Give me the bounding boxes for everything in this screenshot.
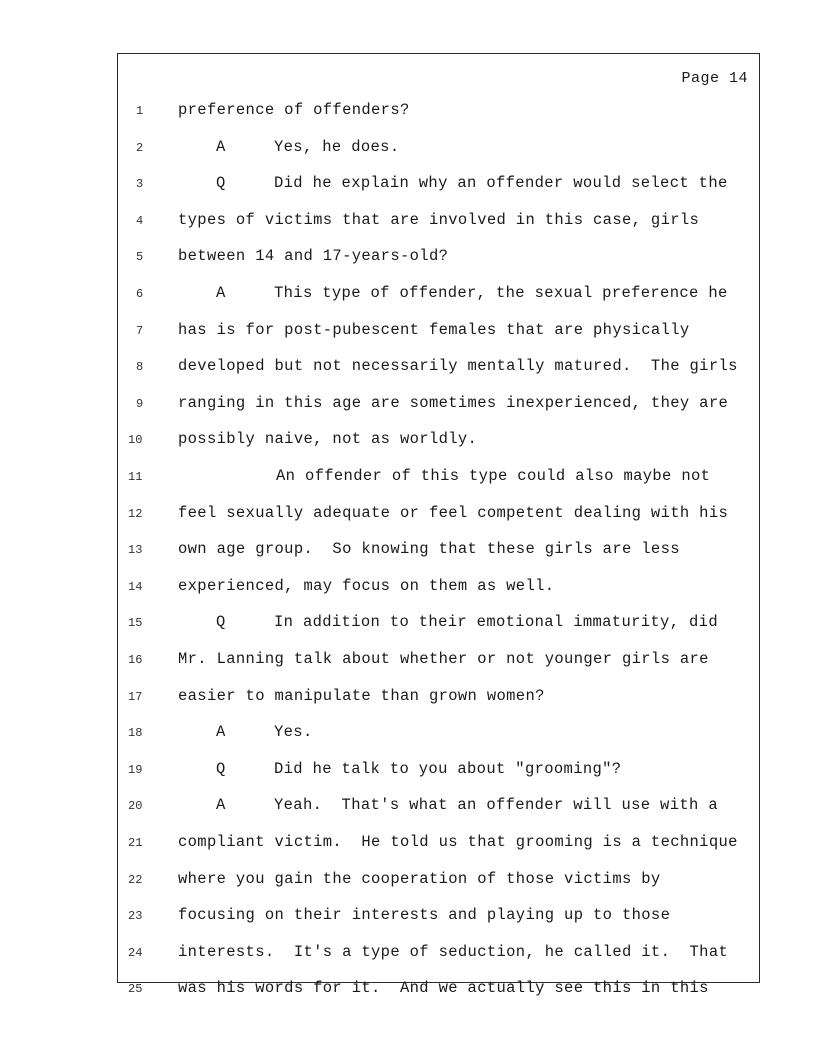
line-text: feel sexually adequate or feel competent dealing with his (178, 503, 729, 522)
transcript-line (178, 540, 680, 558)
transcript-line (178, 430, 477, 448)
speaker-label: A (216, 137, 226, 156)
line-number: 20 (128, 799, 143, 814)
speaker-label: Q (216, 613, 226, 632)
transcript-line (178, 357, 738, 375)
transcript-line (216, 174, 728, 192)
line-text: was his words for it. And we actually see this in this (178, 979, 709, 998)
line-number: 11 (128, 470, 143, 484)
line-number: 25 (128, 982, 143, 997)
transcript-line (216, 138, 399, 156)
transcript-line (178, 577, 554, 595)
line-number: 19 (128, 762, 143, 777)
speaker-label: Q (216, 174, 226, 193)
transcript-line (178, 906, 670, 924)
transcript-line (276, 467, 710, 485)
line-number: 16 (128, 653, 143, 667)
line-text: ranging in this age are sometimes inexperienced, they are (178, 393, 729, 412)
line-text: Yes, he does. (274, 137, 400, 156)
line-number: 4 (136, 213, 144, 228)
line-text: possibly naive, not as worldly. (178, 430, 478, 449)
line-number: 17 (128, 689, 143, 704)
line-number: 8 (136, 360, 144, 375)
transcript-line (216, 723, 313, 741)
line-text: compliant victim. He told us that grooming is a technique (178, 833, 738, 851)
transcript-line (178, 504, 728, 522)
page-number: Page 14 (681, 70, 748, 87)
transcript-line (178, 101, 410, 119)
line-text: focusing on their interests and playing up to those (178, 906, 671, 925)
line-text: own age group. So knowing that these girls are less (178, 540, 680, 559)
line-text: types of victims that are involved in this case, girls (178, 210, 700, 229)
speaker-label: A (216, 723, 226, 742)
transcript-line (178, 394, 728, 412)
transcript-line (178, 247, 448, 265)
transcript-line (178, 687, 545, 705)
transcript-line (178, 833, 738, 851)
transcript-line (216, 760, 621, 778)
line-number: 24 (128, 945, 143, 960)
line-number: 12 (128, 506, 143, 521)
transcript-line (178, 321, 690, 339)
line-text: Mr. Lanning talk about whether or not younger girls are (178, 650, 709, 668)
line-text: Yes. (274, 723, 313, 742)
line-text: has is for post-pubescent females that are physically (178, 320, 690, 339)
speaker-label: A (216, 284, 226, 302)
line-number: 7 (136, 323, 144, 338)
line-number: 3 (136, 177, 144, 192)
line-text: An offender of this type could also maybe not (276, 467, 711, 485)
line-number: 1 (136, 104, 144, 118)
transcript-line (216, 796, 718, 814)
line-text: easier to manipulate than grown women? (178, 686, 545, 705)
line-number: 10 (128, 433, 143, 448)
line-text: developed but not necessarily mentally matured. The girls (178, 357, 738, 376)
speaker-label: A (216, 796, 226, 815)
line-text: experienced, may focus on them as well. (178, 576, 555, 595)
speaker-label: Q (216, 759, 226, 778)
transcript-line (178, 943, 728, 961)
line-number: 6 (136, 287, 144, 301)
line-text: Yeah. That's what an offender will use with a (274, 796, 718, 815)
line-text: between 14 and 17-years-old? (178, 247, 449, 266)
line-text: preference of offenders? (178, 101, 410, 119)
line-text: Did he explain why an offender would select the (274, 174, 728, 193)
line-number: 14 (128, 579, 143, 594)
transcript-line (178, 211, 699, 229)
line-number: 18 (128, 726, 143, 741)
transcript-line (216, 613, 718, 631)
line-number: 21 (128, 836, 143, 850)
line-text: In addition to their emotional immaturity, did (274, 613, 718, 632)
line-number: 23 (128, 909, 143, 924)
line-number: 22 (128, 872, 143, 887)
transcript-line (216, 284, 728, 302)
transcript-line (178, 650, 709, 668)
line-text: This type of offender, the sexual preference he (274, 284, 728, 302)
line-number: 15 (128, 616, 143, 631)
line-number: 5 (136, 250, 144, 265)
line-text: interests. It's a type of seduction, he called it. That (178, 942, 729, 961)
line-number: 2 (136, 140, 144, 155)
line-text: where you gain the cooperation of those victims by (178, 869, 661, 888)
transcript-line (178, 870, 661, 888)
transcript-line (178, 979, 709, 997)
line-number: 13 (128, 543, 143, 558)
line-number: 9 (136, 396, 144, 411)
line-text: Did he talk to you about "grooming"? (274, 759, 622, 778)
